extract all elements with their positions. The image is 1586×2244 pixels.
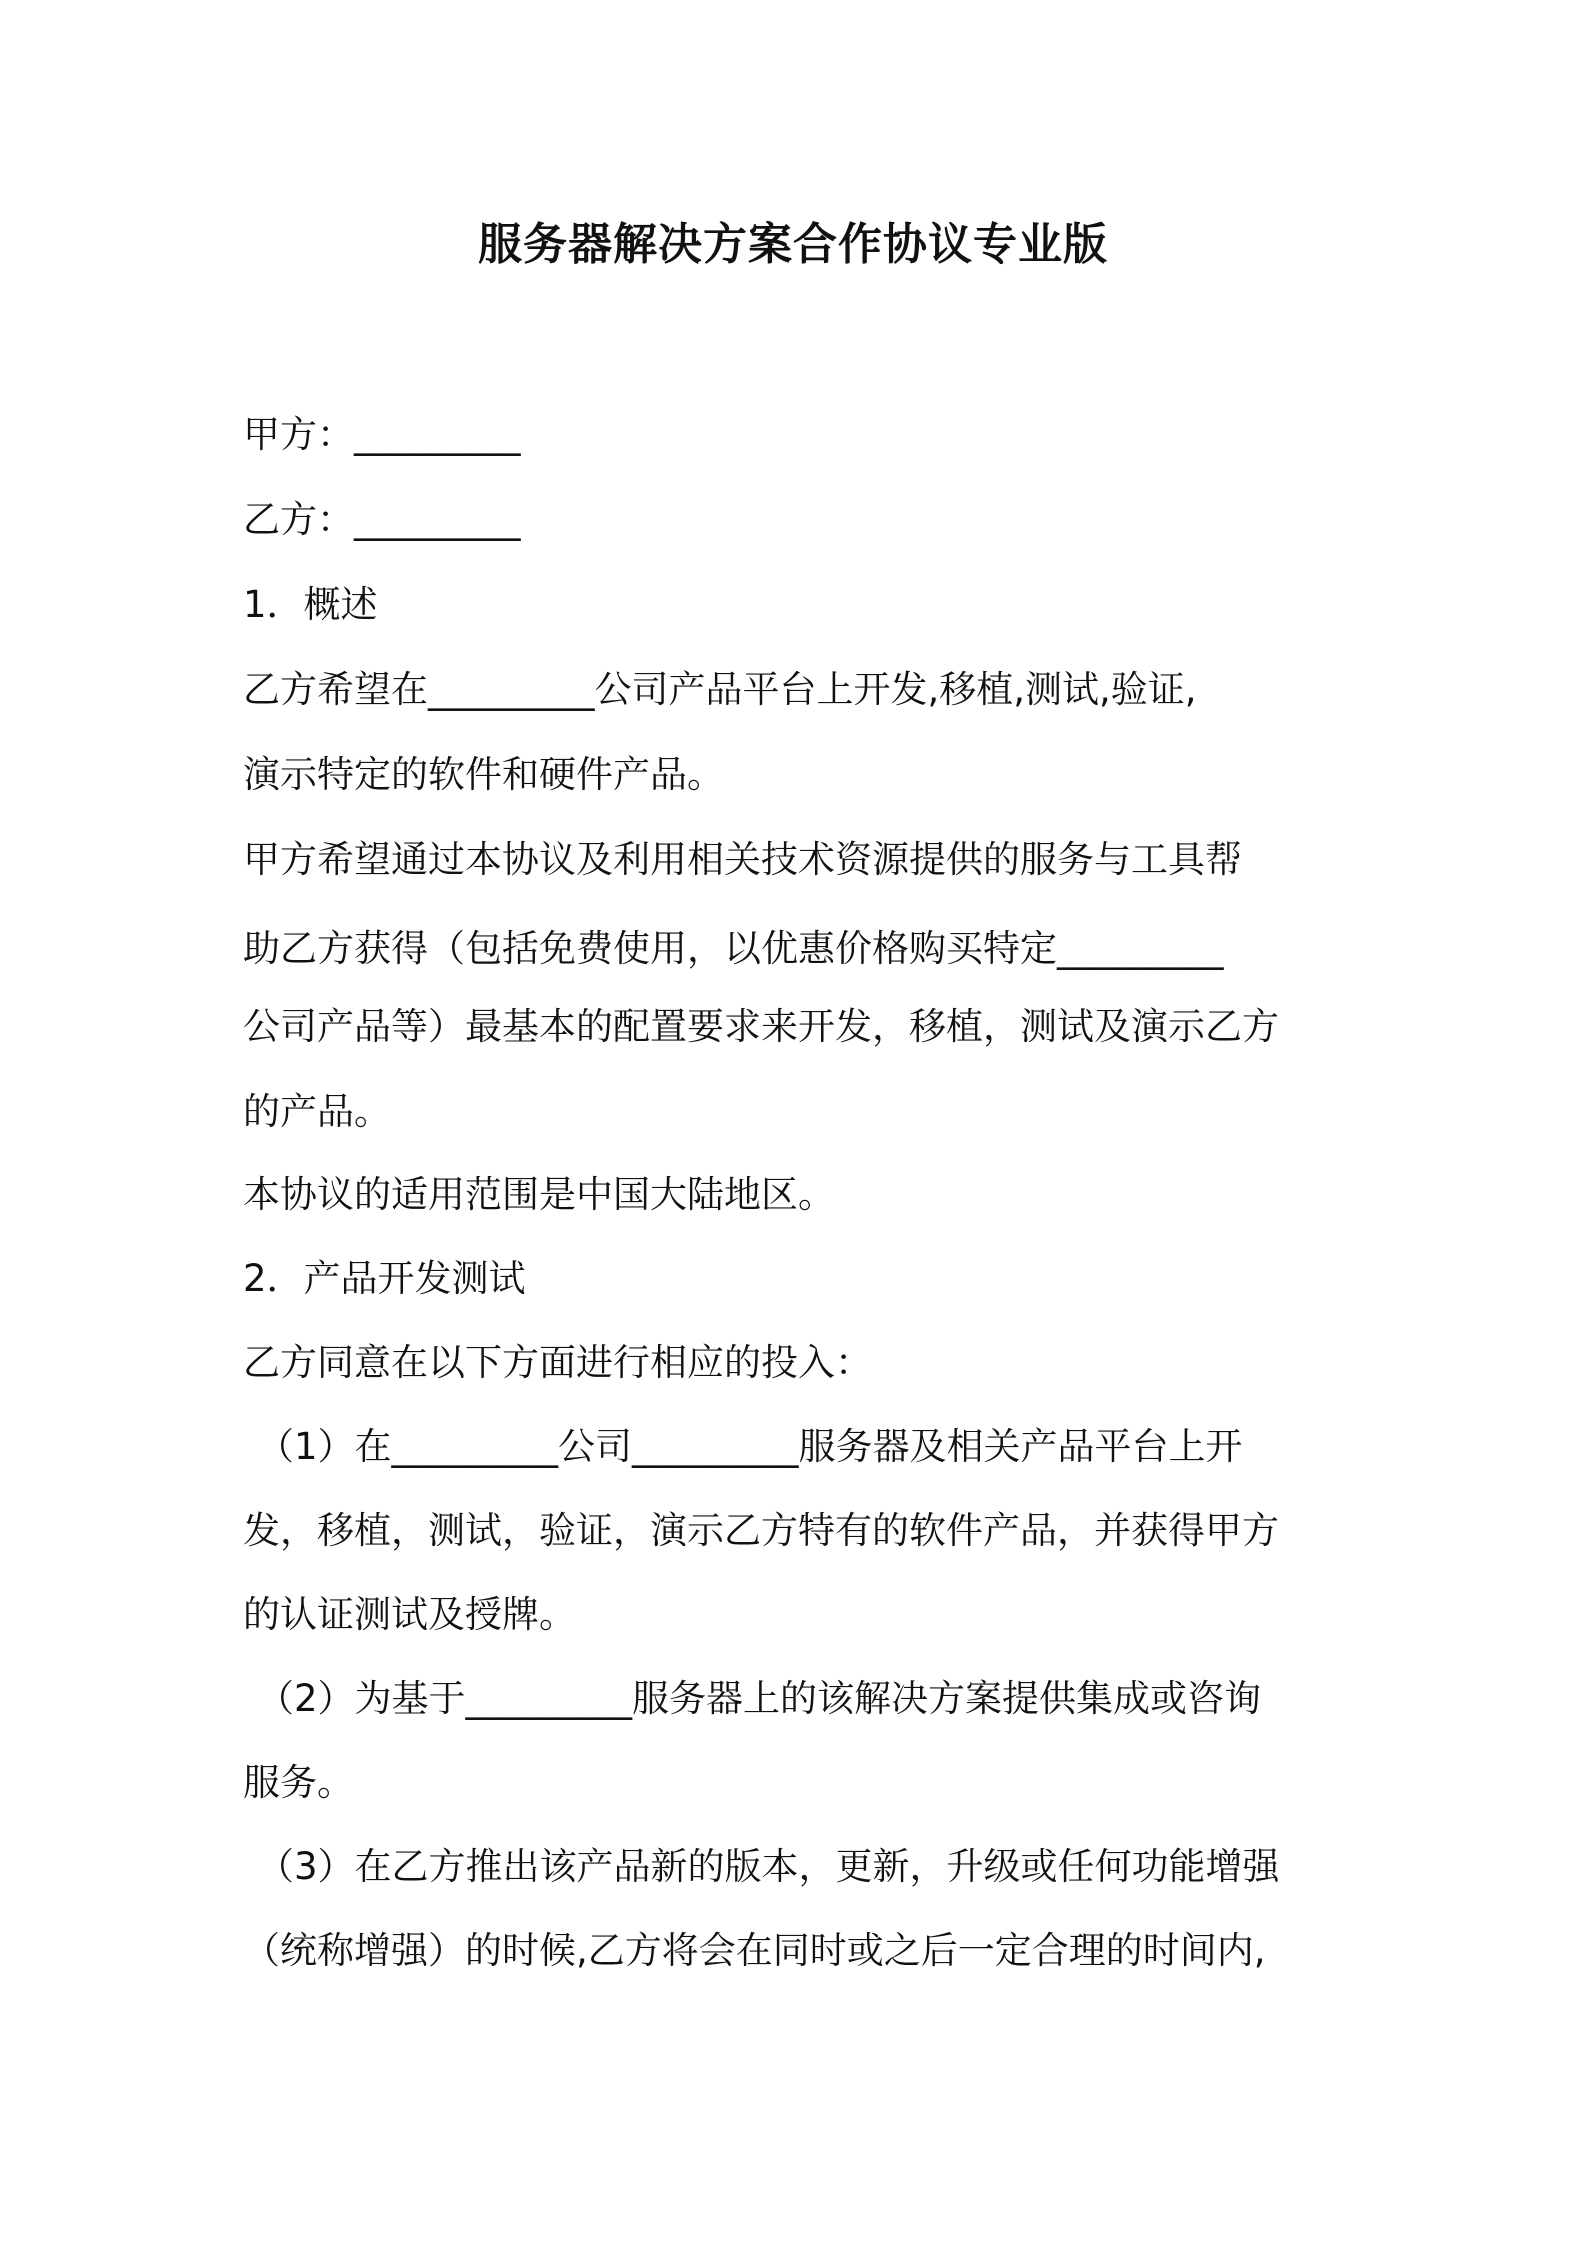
list-item-3-line: （3）在乙方推出该产品新的版本，更新，升级或任何功能增强 xyxy=(257,1845,1280,1888)
paragraph-line: 甲方希望通过本协议及利用相关技术资源提供的服务与工具帮 xyxy=(243,838,1242,881)
paragraph-line: 发，移植，测试，验证，演示乙方特有的软件产品，并获得甲方 xyxy=(243,1509,1279,1552)
paragraph-line: 助乙方获得（包括免费使用，以优惠价格购买特定_________ xyxy=(243,927,1224,970)
paragraph-line: 乙方希望在_________公司产品平台上开发,移植,测试,验证, xyxy=(243,668,1197,711)
paragraph-line: 的认证测试及授牌。 xyxy=(243,1593,576,1636)
list-item-2-line: （2）为基于_________服务器上的该解决方案提供集成或咨询 xyxy=(257,1677,1262,1720)
paragraph-line: 服务。 xyxy=(243,1761,354,1804)
paragraph-line: 乙方同意在以下方面进行相应的投入： xyxy=(243,1341,872,1384)
party-a-line: 甲方：_________ xyxy=(243,413,521,456)
paragraph-line: 本协议的适用范围是中国大陆地区。 xyxy=(243,1173,835,1216)
document-title: 服务器解决方案合作协议专业版 xyxy=(478,219,1108,270)
party-b-line: 乙方：_________ xyxy=(243,498,521,541)
paragraph-line: 演示特定的软件和硬件产品。 xyxy=(243,753,724,796)
section-2-heading: 2．产品开发测试 xyxy=(243,1257,526,1300)
paragraph-line: 的产品。 xyxy=(243,1090,391,1133)
section-1-heading: 1．概述 xyxy=(243,583,378,626)
list-item-1-line: （1）在_________公司_________服务器及相关产品平台上开 xyxy=(257,1425,1243,1468)
paragraph-line: （统称增强）的时候,乙方将会在同时或之后一定合理的时间内, xyxy=(243,1929,1266,1972)
paragraph-line: 公司产品等）最基本的配置要求来开发，移植，测试及演示乙方 xyxy=(243,1005,1279,1048)
